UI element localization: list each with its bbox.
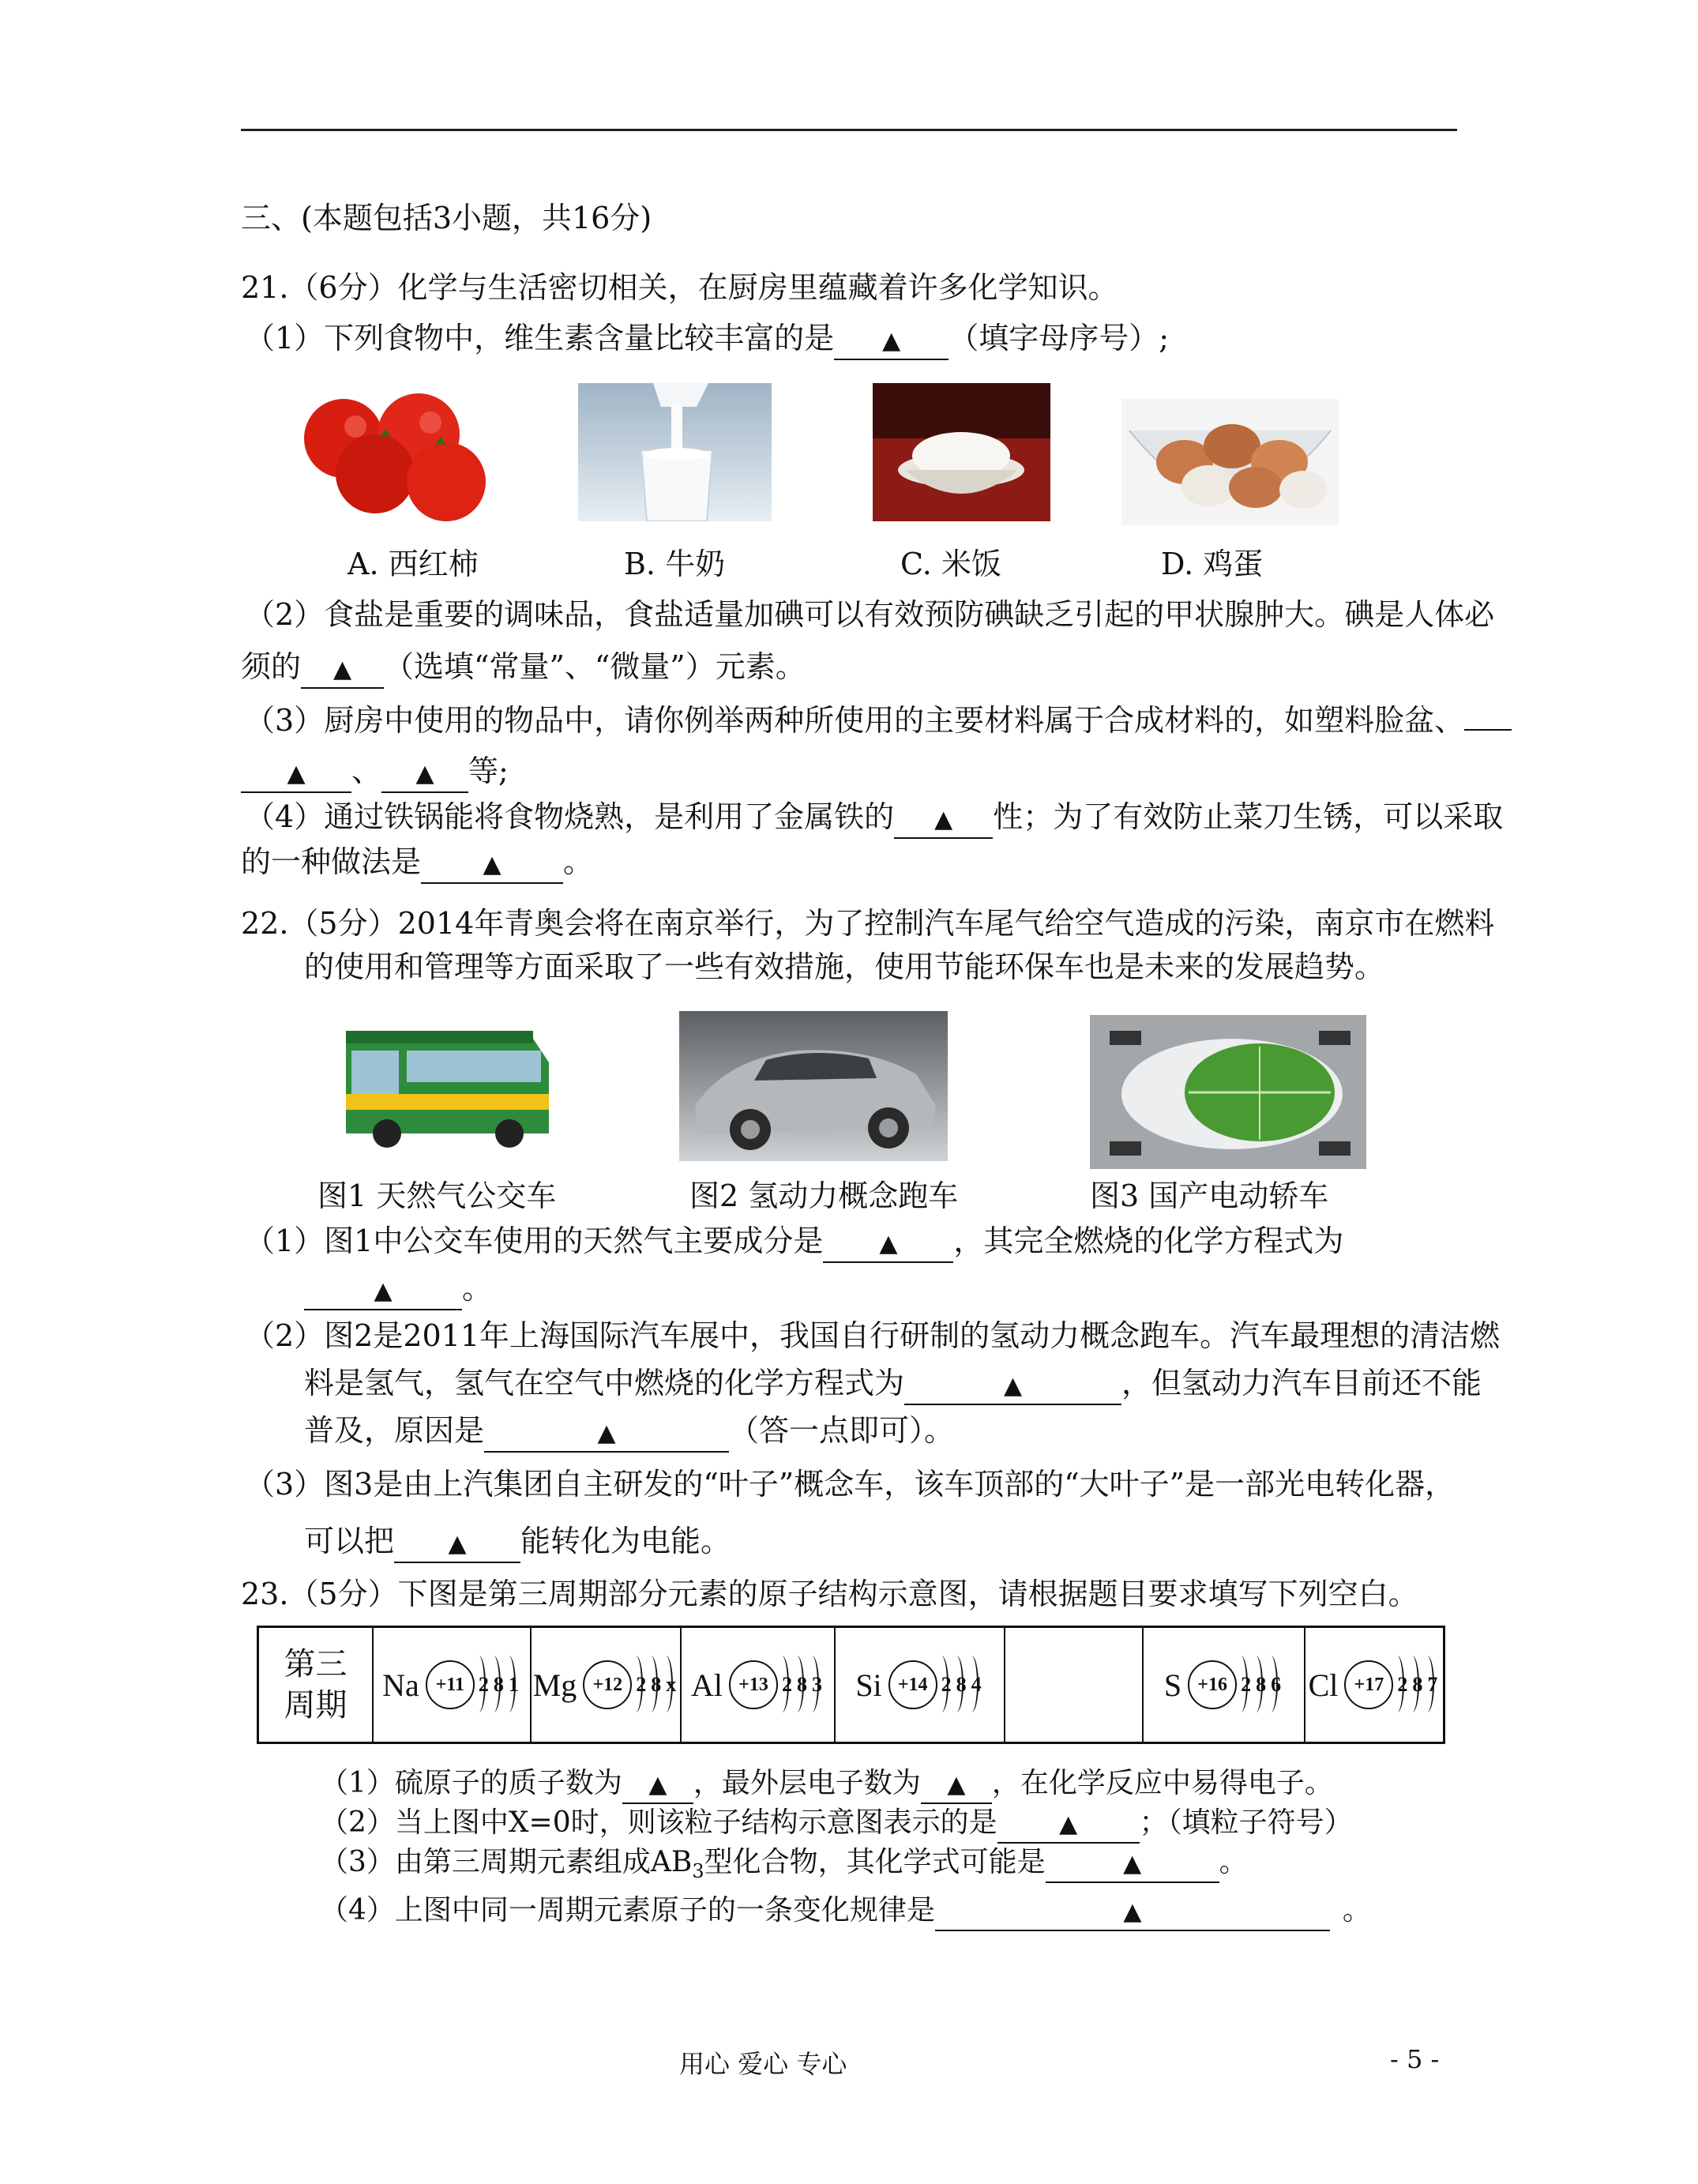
q23-part1: （1）硫原子的质子数为 ▲ ，最外层电子数为 ▲ ，在化学反应中易得电子。 [320, 1763, 1333, 1804]
q21-stem: 21.（6分）化学与生活密切相关，在厨房里蕴藏着许多化学知识。 [241, 270, 1118, 305]
element-mg: Mg +12 2 8 x [532, 1628, 682, 1742]
element-cl: Cl +17 2 8 7 [1305, 1628, 1443, 1742]
q22-part2-line1: （2）图2是2011年上海国际汽车展中，我国自行研制的氢动力概念跑车。汽车最理想的清洁燃 [245, 1318, 1501, 1353]
q22-part2-line2: 料是氢气，氢气在空气中燃烧的化学方程式为 ▲ ，但氢动力汽车目前还不能 [304, 1363, 1482, 1405]
option-b: B. 牛奶 [624, 547, 726, 581]
q22-part1-line2: ▲ 。 [304, 1268, 492, 1310]
element-s: S +16 2 8 6 [1144, 1628, 1305, 1742]
element-al: Al +13 2 8 3 [682, 1628, 836, 1742]
q23-part4: （4）上图中同一周期元素原子的一条变化规律是 ▲ 。 [320, 1890, 1371, 1931]
answer-blank[interactable]: ▲ [894, 799, 993, 839]
figure2-caption: 图2 氢动力概念跑车 [689, 1178, 959, 1213]
answer-blank[interactable]: ▲ [304, 1271, 462, 1310]
answer-blank[interactable]: ▲ [935, 1893, 1330, 1931]
q21-part3-line2: ▲ 、 ▲ 等; [241, 750, 509, 793]
option-c: C. 米饭 [900, 547, 1001, 581]
q22-part3-line1: （3）图3是由上汽集团自主研发的“叶子”概念车，该车顶部的“大叶子”是一部光电转化器， [245, 1467, 1456, 1502]
element-empty [1005, 1628, 1144, 1742]
rice-photo [873, 383, 1050, 521]
figure1-caption: 图1 天然气公交车 [317, 1178, 557, 1213]
q22-part1-line1: （1）图1中公交车使用的天然气主要成分是 ▲ ，其完全燃烧的化学方程式为 [245, 1220, 1343, 1263]
answer-blank[interactable]: ▲ [394, 1524, 520, 1563]
answer-blank[interactable]: ▲ [484, 1413, 729, 1453]
sports-car-photo [679, 1011, 948, 1161]
q21-part4-line1: （4）通过铁锅能将食物烧熟，是利用了金属铁的 ▲ 性；为了有效防止菜刀生锈，可以采取 [245, 796, 1503, 839]
eggs-photo [1121, 399, 1339, 525]
period-label: 第三 周期 [259, 1628, 374, 1742]
q21-part4-line2: 的一种做法是 ▲ 。 [241, 841, 593, 884]
answer-blank[interactable]: ▲ [381, 754, 468, 793]
answer-blank[interactable]: ▲ [421, 844, 563, 884]
q23-part2: （2）当上图中X=0时，则该粒子结构示意图表示的是 ▲ ；（填粒子符号） [320, 1802, 1353, 1844]
q21-part2-line2: 须的 ▲ （选填“常量”、“微量”）元素。 [241, 646, 806, 689]
q22-stem-line2: 的使用和管理等方面采取了一些有效措施，使用节能环保车也是未来的发展趋势。 [304, 949, 1385, 984]
section-title: 三、(本题包括3小题，共16分) [241, 201, 652, 235]
answer-blank[interactable]: ▲ [921, 1766, 992, 1804]
answer-blank[interactable]: ▲ [997, 1806, 1140, 1844]
q23-part3: （3）由第三周期元素组成$AB_3$型化合物，其化学式可能是 ▲ 。 [320, 1846, 1248, 1883]
answer-blank[interactable]: ▲ [241, 754, 351, 793]
bus-photo [332, 1015, 557, 1153]
atomic-structure-table [257, 1626, 1445, 1744]
q23-stem: 23.（5分）下图是第三周期部分元素的原子结构示意图，请根据题目要求填写下列空白。 [241, 1577, 1418, 1611]
answer-blank[interactable]: ▲ [622, 1766, 693, 1804]
answer-blank[interactable]: ▲ [834, 321, 949, 360]
answer-blank[interactable]: ▲ [1046, 1845, 1219, 1883]
q22-part3-line2: 可以把 ▲ 能转化为电能。 [304, 1521, 731, 1563]
leaf-car-photo [1090, 1015, 1366, 1169]
page-number: - 5 - [1390, 2044, 1440, 2074]
figure3-caption: 图3 国产电动轿车 [1090, 1178, 1329, 1213]
answer-blank[interactable]: ▲ [301, 649, 384, 689]
q21-part2-line1: （2）食盐是重要的调味品，食盐适量加碘可以有效预防碘缺乏引起的甲状腺肿大。碘是人体必 [245, 597, 1495, 632]
tomato-photo [300, 383, 498, 525]
q22-stem-line1: 22.（5分）2014年青奥会将在南京举行，为了控制汽车尾气给空气造成的污染，南京市在燃料 [241, 906, 1495, 941]
header-rule [241, 129, 1457, 131]
q21-part1: （1）下列食物中，维生素含量比较丰富的是 ▲ （填字母序号）; [245, 318, 1169, 360]
element-na: Na +11 2 8 1 [374, 1628, 532, 1742]
answer-blank[interactable]: ▲ [904, 1366, 1121, 1405]
milk-photo [578, 383, 772, 521]
option-a: A. 西红柿 [347, 547, 479, 581]
answer-blank[interactable]: ▲ [823, 1224, 953, 1263]
option-d: D. 鸡蛋 [1161, 547, 1264, 581]
q21-part3-line1: （3）厨房中使用的物品中，请你例举两种所使用的主要材料属于合成材料的，如塑料脸盆、 [245, 700, 1512, 741]
q22-part2-line3: 普及，原因是 ▲ （答一点即可）。 [304, 1410, 954, 1453]
footer-motto: 用心 爱心 专心 [679, 2049, 847, 2079]
element-si: Si +14 2 8 4 [836, 1628, 1005, 1742]
